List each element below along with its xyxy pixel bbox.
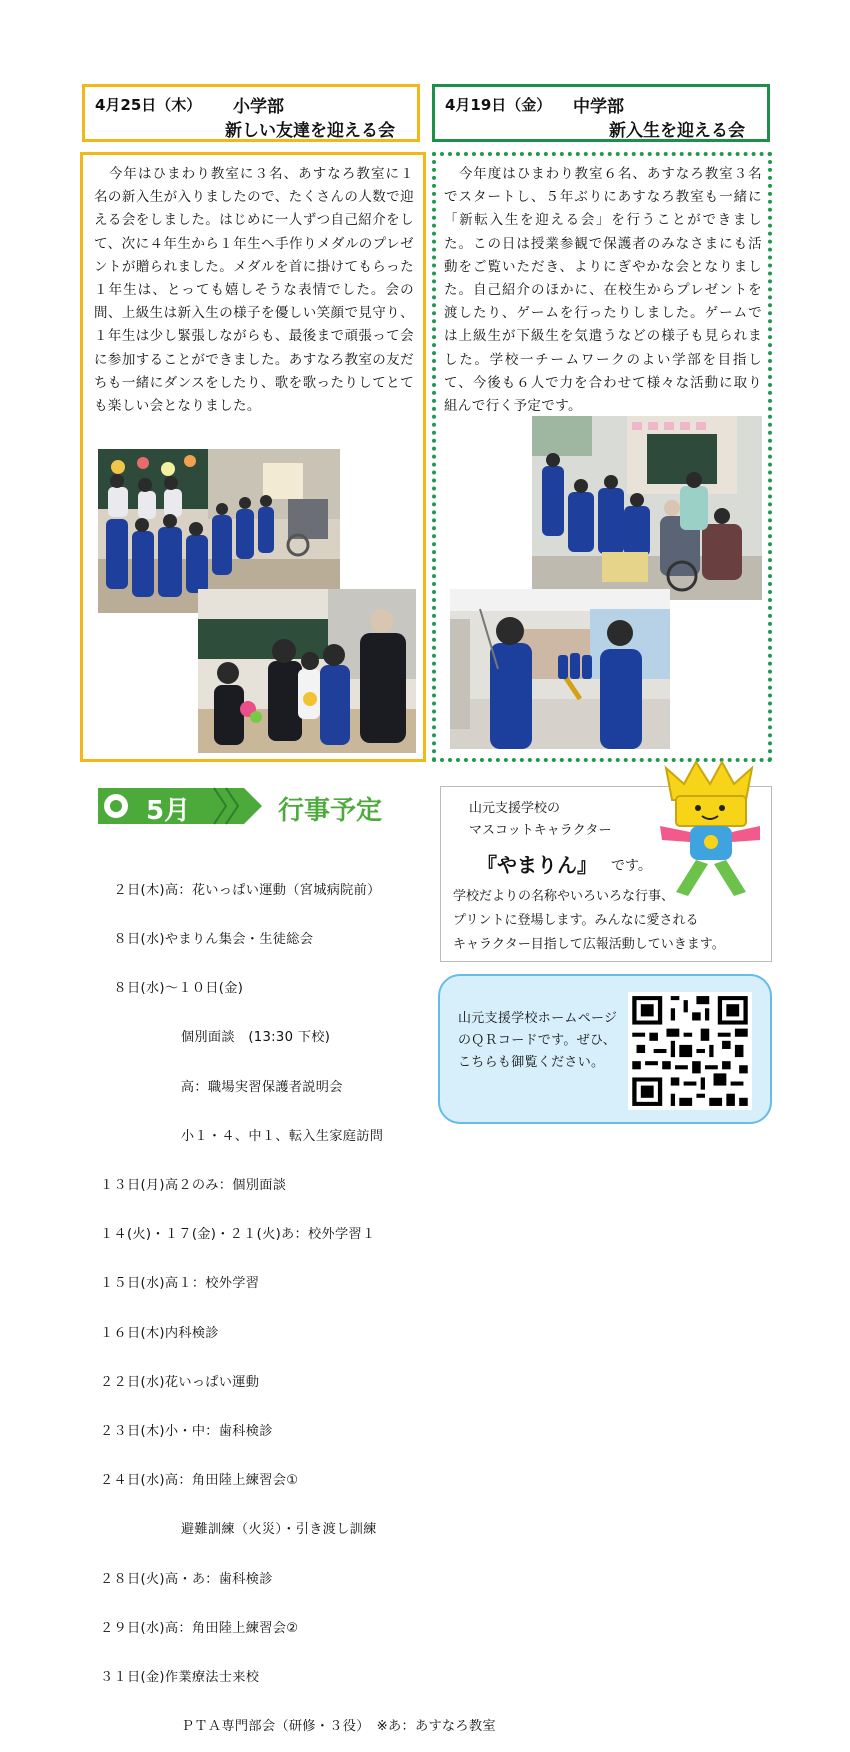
qr-code-box: [438, 974, 772, 1124]
homepage-qr-code[interactable]: [628, 992, 752, 1110]
month-badge: 5月: [146, 796, 191, 826]
mascot-name: 『やまりん』: [477, 853, 597, 877]
event-list: [100, 850, 496, 1752]
event-item: ２３日(木)小・中：歯科検診: [100, 1424, 273, 1440]
event-item: １４(火)・１７(金)・２１(火)あ：校外学習１: [100, 1227, 376, 1243]
mascot-desc-1: 学校だよりの名称やいろいろな行事、: [453, 889, 675, 904]
junior-high-welcome-photo-1: [532, 416, 762, 600]
right-article-title: 新入生を迎える会: [609, 121, 745, 141]
left-article-body: 今年はひまわり教室に３名、あすなろ教室に１名の新入生が入りましたので、たくさんの人数で迎える会をしました。はじめに一人ずつ自己紹介をして、次に４年生から１年生へ手作りメダルのプレゼントが贈られました。メダルを首に掛けてもらった１年生は、とっても嬉しそうな表情でした。会の間、上級生は新入生の様子を優しい笑顔で見守り、１年生は少し緊張しながらも、最後まで頑張って会に参加することができました。あすなろ教室の友だちも一緒にダンスをしたり、歌を歌ったりしてとても楽しい会となりました。: [94, 166, 414, 415]
qr-code-icon: [628, 992, 752, 1110]
event-item: 個別面談 (13:30 下校): [100, 1030, 331, 1046]
welcome-party-photo-2: [198, 589, 416, 753]
event-item: 避難訓練（火災）・引き渡し訓練: [100, 1522, 377, 1538]
mascot-desu: です。: [611, 858, 652, 874]
mascot-desc-2: プリントに登場します。みんなに愛される: [453, 913, 699, 928]
event-item: ２日(木)高：花いっぱい運動（宮城病院前）: [100, 882, 381, 898]
right-article-box: [432, 152, 772, 762]
event-item: １３日(月)高２のみ：個別面談: [100, 1178, 287, 1194]
left-article-title: 新しい友達を迎える会: [225, 121, 395, 141]
event-item: ２２日(水)花いっぱい運動: [100, 1374, 260, 1390]
qr-description: 山元支援学校ホームページのＱＲコードです。ぜひ、こちらも御覧ください。: [458, 1011, 618, 1070]
yamarin-mascot-icon: [656, 760, 766, 900]
event-item: ３１日(金)作業療法士来校: [100, 1670, 260, 1686]
left-article-box: [80, 152, 426, 762]
mascot-intro-line2: マスコットキャラクター: [469, 823, 612, 838]
left-article-header: [82, 84, 420, 142]
event-item: ＰＴＡ専門部会（研修・３役） ※あ：あすなろ教室: [100, 1719, 496, 1735]
event-item: ２４日(水)高：角田陸上練習会①: [100, 1473, 299, 1489]
schedule-heading: 行事予定: [278, 796, 383, 826]
right-article-department: 中学部: [573, 97, 624, 117]
event-item: 高：職場実習保護者説明会: [100, 1079, 343, 1095]
right-article-body: 今年度はひまわり教室６名、あすなろ教室３名でスタートし、５年ぶりにあすなろ教室も一緒に「新転入生を迎える会」を行うことができました。この日は授業参観で保護者のみなさまにも活動をご覧いただき、よりにぎやかな会となりました。自己紹介のほかに、在校生からプレゼントを渡したり、ゲームを行ったりしました。ゲームでは上級生が下級生を気遣うなどの様子も見られました。学校一チームワークのよい学部を目指して、今後も６人で力を合わせて様々な活動に取り組んで行く予定です。: [444, 166, 762, 415]
event-item: １５日(水)高１：校外学習: [100, 1276, 260, 1292]
right-article-header: [432, 84, 770, 142]
mascot-desc-3: キャラクター目指して広報活動していきます。: [453, 937, 725, 952]
event-item: ８日(水)やまりん集会・生徒総会: [100, 932, 314, 948]
may-schedule-banner: [94, 782, 383, 834]
junior-high-welcome-photo-2: [450, 589, 670, 749]
event-item: ２９日(水)高：角田陸上練習会②: [100, 1620, 299, 1636]
mascot-intro-line1: 山元支援学校の: [469, 801, 561, 816]
left-article-department: 小学部: [233, 97, 284, 117]
right-article-date: 4月19日（金）: [445, 96, 552, 114]
event-item: 小１・４、中１、転入生家庭訪問: [100, 1128, 384, 1144]
event-item: ８日(水)～１０日(金): [100, 981, 244, 997]
left-article-date: 4月25日（木）: [95, 96, 202, 114]
event-item: １６日(木)内科検診: [100, 1325, 219, 1341]
event-item: ２８日(火)高・あ：歯科検診: [100, 1571, 273, 1587]
